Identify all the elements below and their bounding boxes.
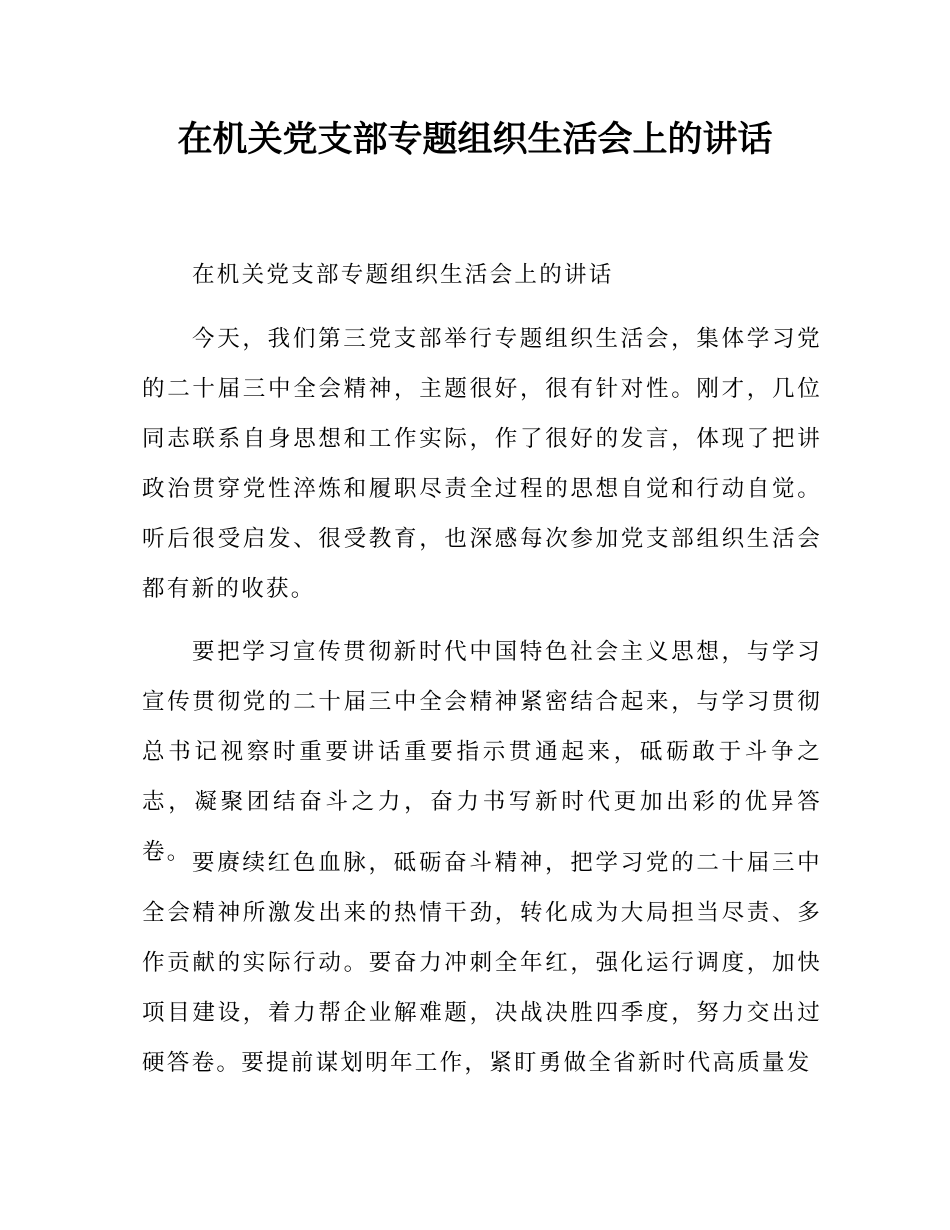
- paragraph-heading-repeat: 在机关党支部专题组织生活会上的讲话: [192, 262, 614, 288]
- paragraph-action: 要赓续红色血脉，砥砺奋斗精神，把学习党的二十届三中全会精神所激发出来的热情干劲，转化成为大局担当尽责、多作贡献的实际行动。要奋力冲刺全年红，强化运行调度，加快项目建设，着力帮企业解难题，决战决胜四季度，努力交出过硬答卷。要提前谋划明年工作，紧盯勇做全省新时代高质量发: [142, 850, 822, 1076]
- document-title: 在机关党支部专题组织生活会上的讲话: [177, 119, 773, 160]
- paragraph-study: 要把学习宣传贯彻新时代中国特色社会主义思想，与学习宣传贯彻党的二十届三中全会精神紧密结合起来，与学习贯彻总书记视察时重要讲话重要指示贯通起来，砥砺敢于斗争之志，凝聚团结奋斗之力，奋力书写新时代更加出彩的优异答卷。: [142, 639, 822, 865]
- paragraph-opening: 今天，我们第三党支部举行专题组织生活会，集体学习党的二十届三中全会精神，主题很好，很有针对性。刚才，几位同志联系自身思想和工作实际，作了很好的发言，体现了把讲政治贯穿党性淬炼和履职尽责全过程的思想自觉和行动自觉。听后很受启发、很受教育，也深感每次参加党支部组织生活会都有新的收获。: [142, 326, 822, 602]
